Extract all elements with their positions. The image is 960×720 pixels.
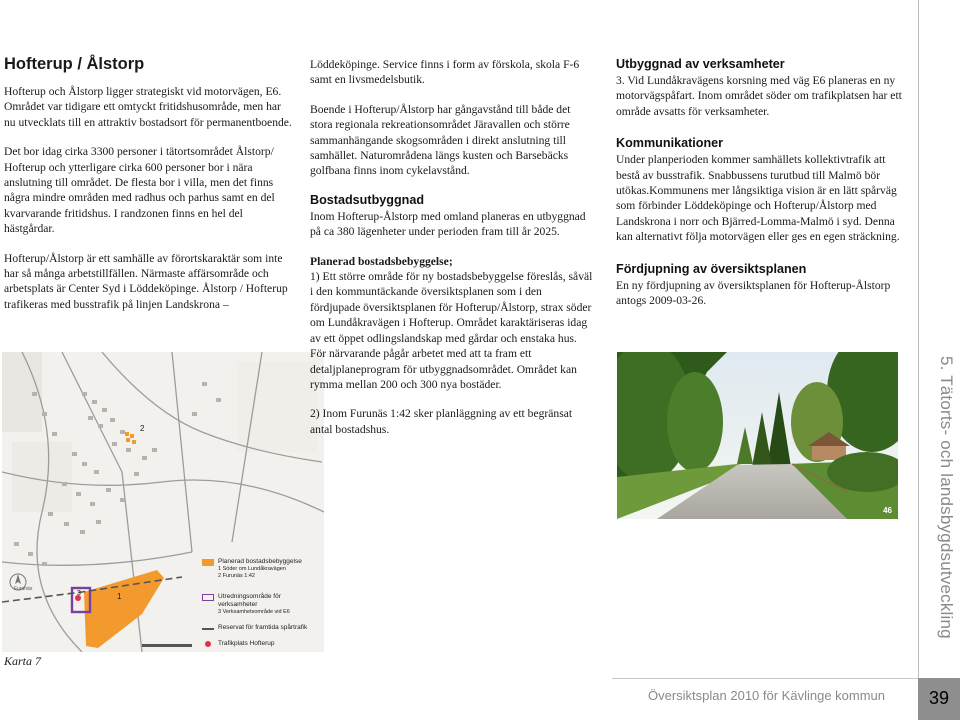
column-3: [616, 57, 902, 325]
map-label-2: 2: [140, 424, 145, 433]
legend-title-rail: Reservat för framtida spårtrafik: [218, 624, 308, 631]
heading-bostadsutbyggnad: Bostadsutbyggnad: [310, 192, 425, 207]
page-number: 39: [918, 678, 960, 720]
map-karta-7: [2, 352, 324, 652]
legend-item-investigation: [202, 593, 322, 616]
legend-title-interchange: Trafikplats Hofterup: [218, 640, 275, 647]
legend-swatch-rail: [202, 628, 214, 630]
chapter-sidebar: [918, 0, 960, 720]
map-label-3: 3: [77, 590, 81, 597]
paragraph-area-2: 2) Inom Furunäs 1:42 sker planläggning av ett begränsat antal bostadshus.: [310, 407, 573, 436]
legend-item-rail: [202, 624, 322, 632]
legend-line: 1 Söder om Lundåkravägen: [218, 566, 286, 572]
paragraph-expansion: Inom Hofterup-Ålstorp med omland planeras en utbyggnad på ca 380 lägenheter under perioden fram till år 2025.: [310, 209, 586, 239]
legend-title-housing: Planerad bostadsbebyggelse: [218, 558, 302, 565]
footer-divider: [612, 678, 918, 679]
legend-line: 3 Verksamhetsområde vid E6: [218, 609, 290, 615]
map-legend: [202, 558, 322, 648]
photo-number: 46: [883, 506, 892, 515]
photo-village-road: [617, 352, 898, 519]
legend-swatch-investigation: [202, 594, 214, 601]
heading-planned-housing: Planerad bostadsbebyggelse;: [310, 254, 453, 268]
paragraph-intro: Hofterup och Ålstorp ligger strategiskt vid motorvägen, E6. Området var tidigare ett omtyckt fritidshusområde, men har nu utvecklats till en attraktiv bostadsort för permanentboende.: [4, 85, 292, 129]
column-2: [310, 57, 594, 451]
page-title: Hofterup / Ålstorp: [4, 55, 145, 73]
legend-item-interchange: [202, 640, 322, 648]
legend-title-investigation: Utredningsområde för verksamheter: [218, 593, 281, 608]
paragraph-kommunikationer: Under planperioden kommer samhällets kollektivtrafik att bestå av busstrafik. Snabbussens turutbud till Malmö bör utökas.Kommunens mer långsiktiga vision är en lätt spårväg som förbinder Löddeköpinge och Hofterup/Ålstorp med Landskrona i norr och Bjärred-Lomma-Malmö i syd. Denna kan alternativt följa motorvägen eller ges en egen sträckning.: [616, 153, 900, 244]
paragraph-service: Löddeköpinge. Service finns i form av förskola, skola F-6 samt en livsmedelsbutik.: [310, 58, 580, 87]
legend-line: 2 Furunäs 1:42: [218, 573, 255, 579]
chapter-title: 5. Tätorts- och landsbygdsutveckling: [937, 356, 956, 639]
paragraph-character: Hofterup/Ålstorp är ett samhälle av förortskaraktär som inte har så många arbetstillfällen. Närmaste affärsområde och arbetsplats är Center Syd i Löddeköpinge. Ålstorp / Hofterup trafikeras med busstrafik på linjen Landskrona –: [4, 251, 288, 311]
paragraph-area-1: 1) Ett större område för ny bostadsbebyggelse föreslås, såväl i den kommuntäckande översiktsplanen som i den fördjupade översiktsplanen för Hofterup/Ålstorp, strax söder om Lundåkravägen i Hofterup. Området karaktäriseras idag av ett öppet odlingslandskap med gårdar och enstaka hus. För närvarande pågår arbetet med att ta fram ett detaljplaneprogram för utbyggnadsområdet. Området kan rymma mellan 200 och 300 nya bostäder.: [310, 270, 593, 391]
map-label-furunas: Furunäs: [14, 586, 33, 592]
legend-item-housing: [202, 558, 322, 580]
heading-verksamheter: Utbyggnad av verksamheter: [616, 57, 785, 71]
map-label-1: 1: [117, 592, 122, 601]
paragraph-recreation: Boende i Hofterup/Ålstorp har gångavstånd till både det stora regionala rekreationsområdet Järavallen och större sammanhängande skogsområden i direkt anslutning till samhället. Naturområdena längs kusten och Barsebäcks golfbana finns inom cykelavstånd.: [310, 102, 571, 178]
footer-text: Översiktsplan 2010 för Kävlinge kommun: [648, 688, 886, 703]
paragraph-population: Det bor idag cirka 3300 personer i tätortsområdet Ålstorp/ Hofterup och ytterligare cirka 600 personer bor i nära anslutning till området. De flesta bor i villa, men det finns några mindre områden med radhus och parhus samt en del kvarvarande fritidshus. I randzonen finns en hel del hästgårdar.: [4, 145, 275, 236]
photo-graphic: [617, 352, 898, 519]
heading-kommunikationer: Kommunikationer: [616, 136, 724, 151]
column-1: [4, 55, 292, 326]
map-caption: Karta 7: [4, 654, 42, 668]
legend-swatch-interchange: [205, 641, 211, 647]
paragraph-verksamheter: 3. Vid Lundåkravägens korsning med väg E6 planeras en ny motorvägspåfart. Inom området söder om trafikplatsen har ett område avsatts för verksamheter.: [616, 74, 902, 118]
paragraph-fordjupning: En ny fördjupning av översiktsplanen för Hofterup-Ålstorp antogs 2009-03-26.: [616, 278, 891, 308]
heading-fordjupning: Fördjupning av översiktsplanen: [616, 261, 807, 276]
legend-swatch-housing: [202, 559, 214, 566]
